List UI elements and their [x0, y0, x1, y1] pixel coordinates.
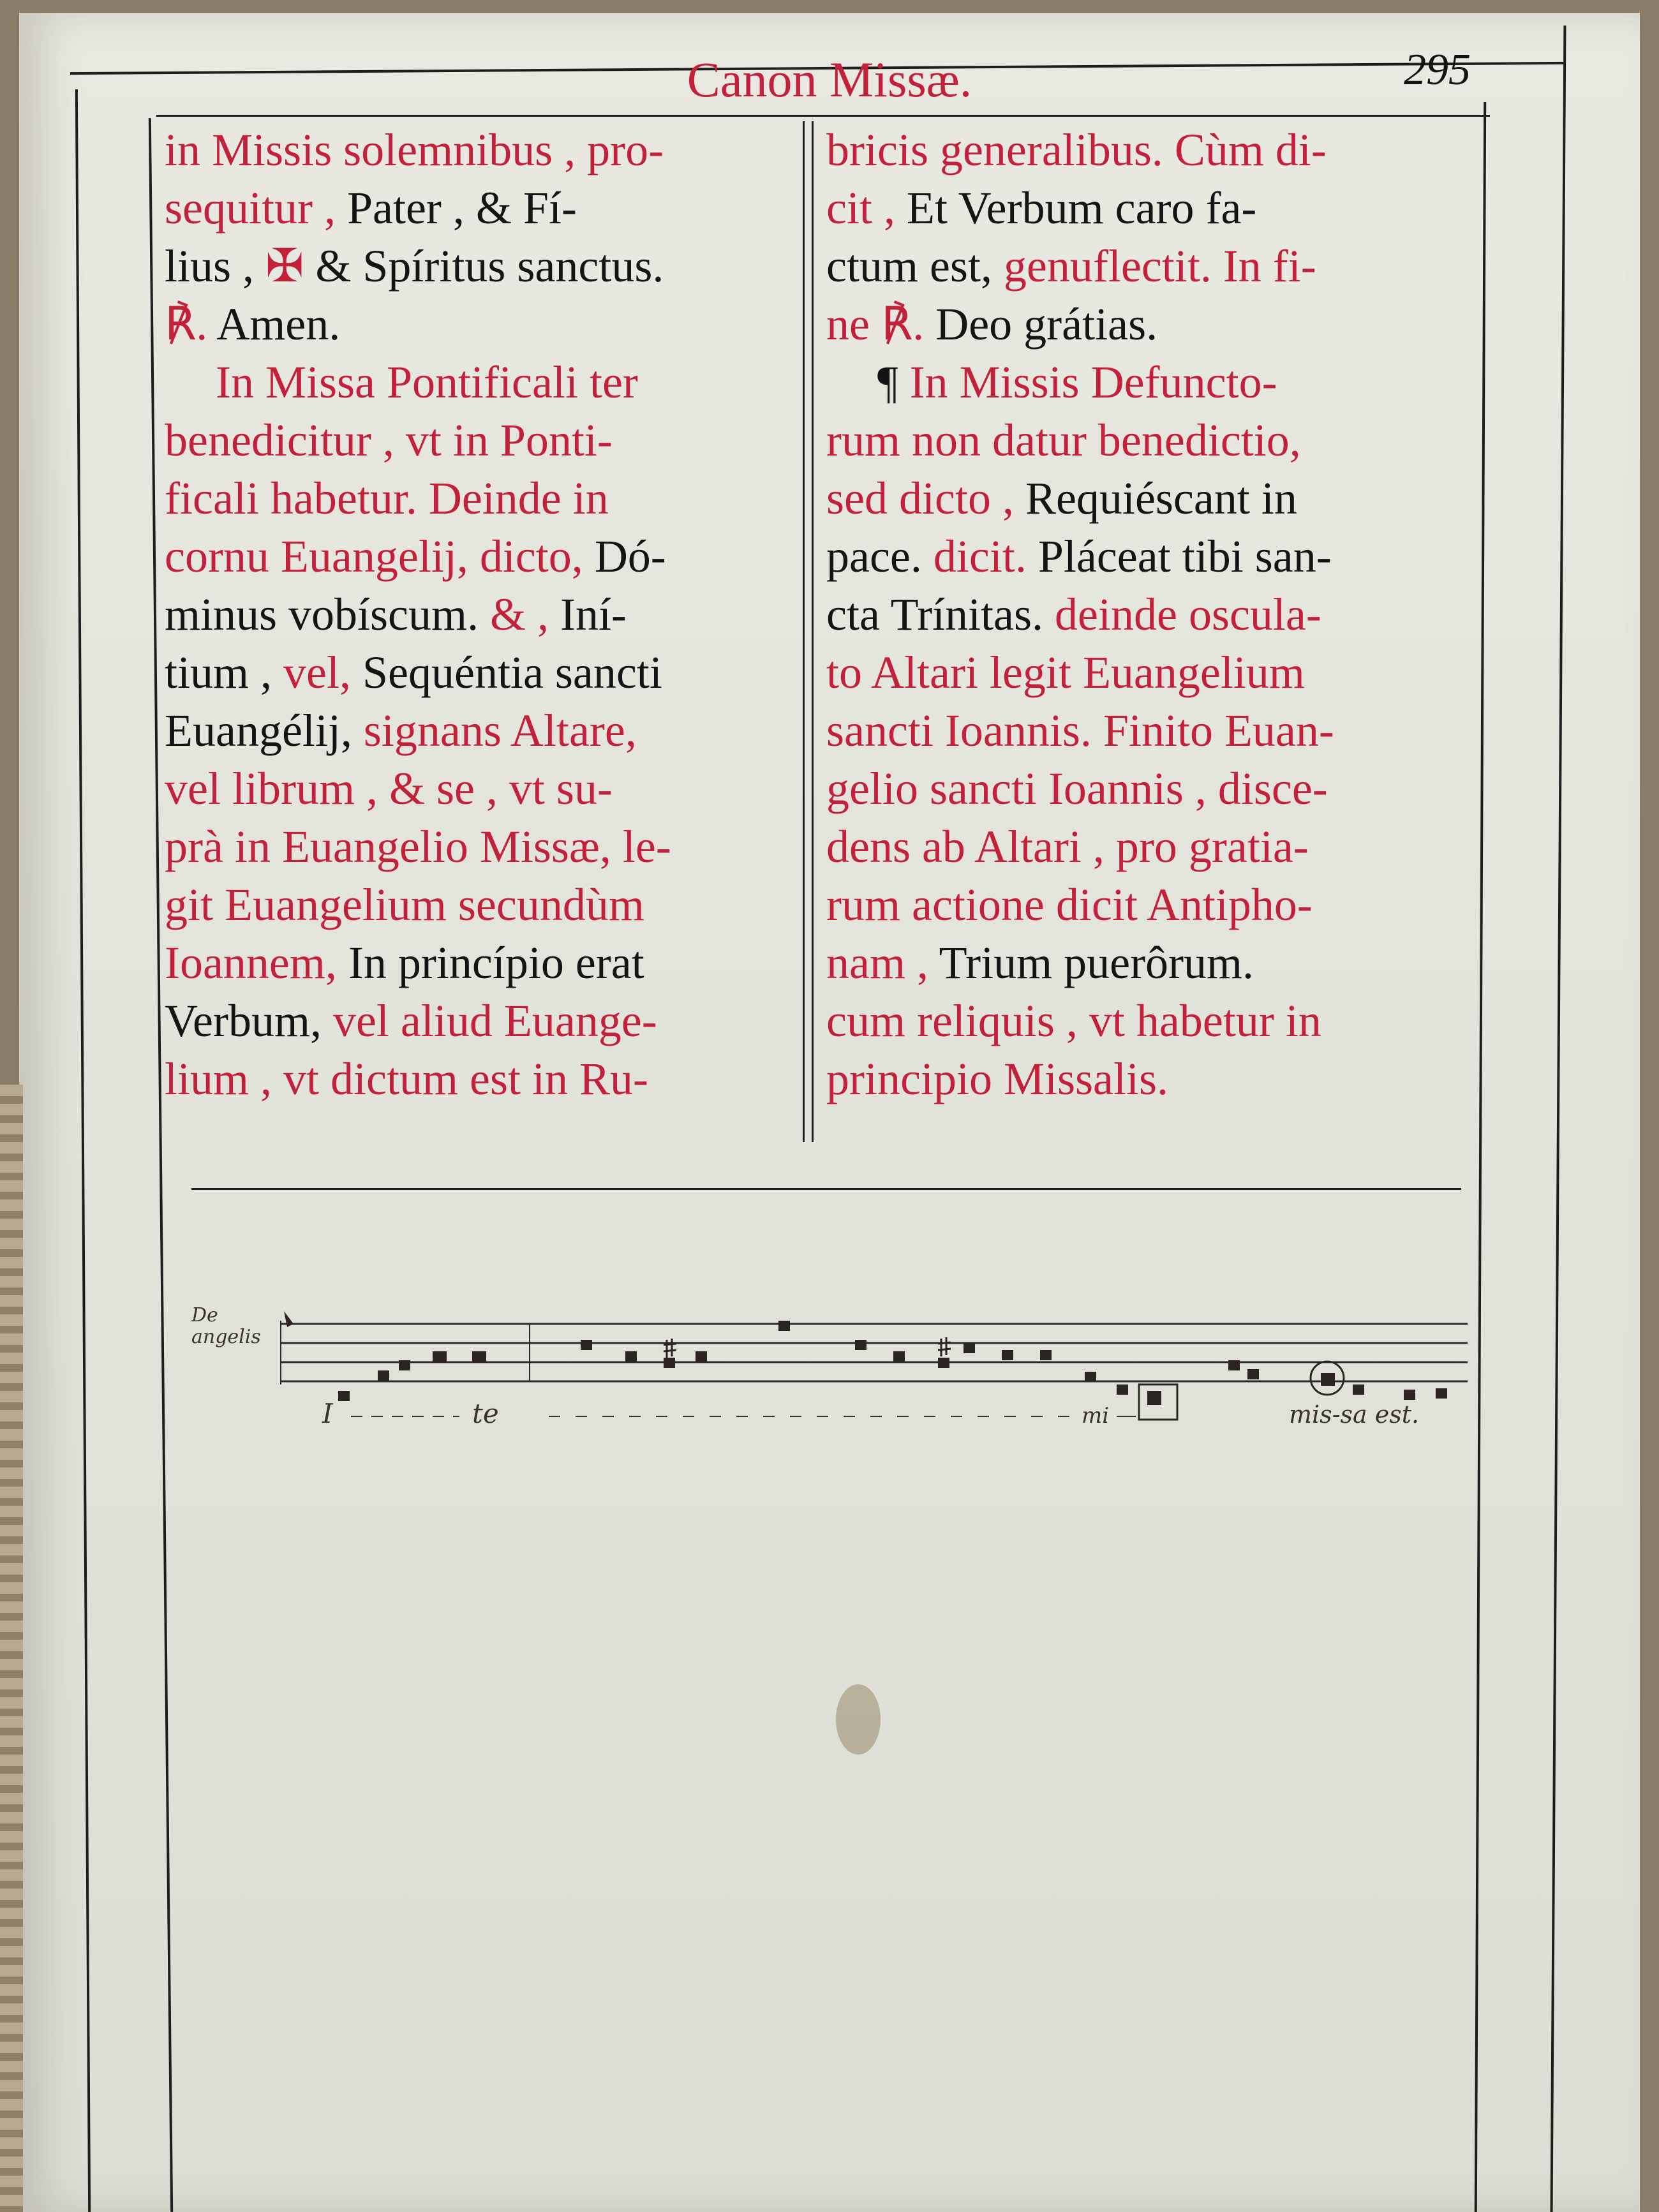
neume	[1228, 1360, 1240, 1370]
left-column-line	[165, 586, 796, 644]
right-column-text-run: cit ,	[826, 182, 907, 234]
left-column-line	[165, 876, 796, 934]
frayed-edge	[0, 1085, 23, 2212]
right-column-line	[826, 818, 1477, 876]
right-column-line	[826, 934, 1477, 992]
left-column-line	[165, 702, 796, 760]
right-column-line	[826, 528, 1477, 586]
right-column-text-run: rum non datur benedictio,	[826, 415, 1301, 466]
left-column-text-run: benedicitur , vt in Ponti-	[165, 415, 613, 466]
left-column-text-run: ficali habetur. Deinde in	[165, 473, 609, 524]
neume	[433, 1351, 447, 1363]
right-column-text-run: to Altari legit Euangelium	[826, 647, 1305, 698]
right-column-text-run: ctum est,	[826, 241, 1004, 292]
neume	[625, 1351, 637, 1362]
chant-label-line1: De	[191, 1304, 218, 1326]
lyric-syllable: I	[322, 1398, 333, 1429]
right-column-text-run: sancti Ioannis. Finito Euan-	[826, 705, 1334, 756]
left-column-text-run: vel aliud Euange-	[332, 995, 657, 1046]
neume	[1085, 1372, 1096, 1382]
neume	[399, 1360, 410, 1370]
left-column-text-run: Euangélij,	[165, 705, 364, 756]
right-column-line	[826, 121, 1477, 179]
right-column-text-run: sed dicto ,	[826, 473, 1025, 524]
neume	[1353, 1384, 1364, 1395]
right-text-column	[826, 121, 1477, 1108]
right-column-text-run: Deo grátias.	[935, 299, 1158, 350]
left-column-text-run: & ,	[490, 589, 561, 640]
left-column-text-run: Dó-	[594, 531, 666, 582]
left-column-line	[165, 818, 796, 876]
lyric-syllable: mis-sa est.	[1289, 1400, 1420, 1429]
neume	[1002, 1350, 1013, 1360]
right-column-text-run: principio Missalis.	[826, 1053, 1168, 1104]
left-column-line	[165, 470, 796, 528]
right-column-line	[826, 586, 1477, 644]
left-column-text-run: vel,	[283, 647, 362, 698]
neume	[378, 1370, 389, 1381]
right-column-text-run: Pláceat tibi san-	[1038, 531, 1332, 582]
right-column-text-run: Requiéscant in	[1025, 473, 1297, 524]
right-column-text-run: dicit.	[933, 531, 1038, 582]
right-column-text-run: pace.	[826, 531, 934, 582]
left-column-line	[165, 528, 796, 586]
right-column-text-run: ne ℟.	[826, 299, 936, 350]
left-column-text-run: sequitur ,	[165, 182, 347, 234]
left-column-line	[165, 934, 796, 992]
right-column-line	[826, 644, 1477, 702]
left-column-line	[165, 295, 796, 353]
left-column-line	[165, 121, 796, 179]
right-column-line	[826, 412, 1477, 470]
left-column-text-run: signans Altare,	[363, 705, 637, 756]
right-column-text-run: nam ,	[826, 937, 939, 988]
paper-stain	[836, 1684, 881, 1755]
left-column-text-run: ℟.	[165, 299, 217, 350]
neume	[1436, 1388, 1447, 1399]
neume	[1117, 1384, 1128, 1395]
left-column-text-run: Pater , & Fí-	[346, 182, 577, 234]
neume	[338, 1391, 350, 1401]
left-column-text-run: lius ,	[165, 241, 266, 292]
neume	[696, 1351, 707, 1362]
left-column-line	[165, 179, 796, 237]
neume	[1040, 1350, 1052, 1360]
right-column-line	[826, 702, 1477, 760]
right-column-line	[826, 295, 1477, 353]
neume	[1147, 1391, 1161, 1405]
left-column-text-run: in Missis solemnibus , pro-	[165, 124, 664, 175]
left-column-text-run: tium ,	[165, 647, 284, 698]
left-column-line	[165, 412, 796, 470]
neume	[855, 1340, 867, 1350]
right-column-line	[826, 470, 1477, 528]
neume	[581, 1340, 592, 1350]
right-column-text-run: deinde oscula-	[1055, 589, 1321, 640]
right-column-text-run: bricis generalibus. Cùm di-	[826, 124, 1327, 175]
left-column-line	[165, 1050, 796, 1108]
chant-label-line2: angelis	[191, 1326, 261, 1348]
right-column-line	[826, 760, 1477, 818]
right-column-text-run: ¶	[877, 357, 910, 408]
right-column-line	[826, 876, 1477, 934]
right-column-line	[826, 179, 1477, 237]
left-column-text-run: Ioannem,	[165, 937, 348, 988]
column-divider-right	[812, 121, 814, 1142]
header-rule	[156, 115, 1490, 117]
page-number: 295	[1404, 45, 1471, 94]
neume	[1404, 1390, 1415, 1400]
right-column-text-run: Et Verbum caro fa-	[906, 182, 1257, 234]
lyric-syllable: te	[472, 1398, 499, 1429]
right-column-line	[826, 237, 1477, 295]
neume	[1247, 1369, 1259, 1379]
left-column-text-run: prà in Euangelio Missæ, le-	[165, 821, 671, 872]
right-column-text-run: dens ab Altari , pro gratia-	[826, 821, 1309, 872]
lyric-syllable: mi	[1082, 1403, 1110, 1429]
chant-staff	[191, 1289, 1480, 1455]
left-column-text-run: lium , vt dictum est in Ru-	[165, 1053, 648, 1104]
column-divider-left	[803, 121, 805, 1142]
right-column-text-run: Trium puerôrum.	[939, 937, 1254, 988]
left-column-text-run: minus vobíscum.	[165, 589, 491, 640]
right-column-text-run: genuflectit. In fi-	[1003, 241, 1316, 292]
right-column-line	[826, 1050, 1477, 1108]
right-column-text-run: cum reliquis , vt habetur in	[826, 995, 1321, 1046]
left-column-text-run: & Spíritus sanctus.	[315, 241, 664, 292]
left-text-column	[165, 121, 796, 1108]
left-column-text-run: git Euangelium secundùm	[165, 879, 644, 930]
staff-lines	[281, 1321, 1468, 1384]
left-column-text-run: Iní-	[560, 589, 627, 640]
neume	[778, 1321, 790, 1331]
left-column-text-run: cornu Euangelij, dicto,	[165, 531, 595, 582]
left-column-text-run: Sequéntia sancti	[362, 647, 662, 698]
neume	[963, 1343, 975, 1353]
left-column-line	[165, 992, 796, 1050]
left-column-text-run: vel librum , & se , vt su-	[165, 763, 613, 814]
left-column-text-run: Amen.	[216, 299, 341, 350]
left-column-line	[165, 644, 796, 702]
neume	[1321, 1373, 1335, 1386]
neume	[893, 1351, 905, 1362]
text-bottom-rule	[191, 1188, 1461, 1190]
right-column-text-run: rum actione dicit Antipho-	[826, 879, 1313, 930]
left-column-text-run: ✠	[265, 241, 316, 292]
neume	[472, 1351, 486, 1363]
right-column-text-run: In Missis Defuncto-	[909, 357, 1277, 408]
right-column-line	[826, 353, 1477, 412]
neume	[664, 1358, 675, 1368]
left-column-line	[165, 760, 796, 818]
right-column-text-run: gelio sancti Ioannis , disce-	[826, 763, 1328, 814]
right-column-line	[826, 992, 1477, 1050]
left-column-text-run: In Missa Pontificali ter	[216, 357, 638, 408]
left-column-line	[165, 237, 796, 295]
neume	[938, 1358, 949, 1368]
page-title: Canon Missæ.	[687, 52, 972, 107]
left-column-line	[165, 353, 796, 412]
left-column-text-run: In princípio erat	[348, 937, 644, 988]
right-column-text-run: cta Trínitas.	[826, 589, 1055, 640]
left-column-text-run: Verbum,	[165, 995, 333, 1046]
